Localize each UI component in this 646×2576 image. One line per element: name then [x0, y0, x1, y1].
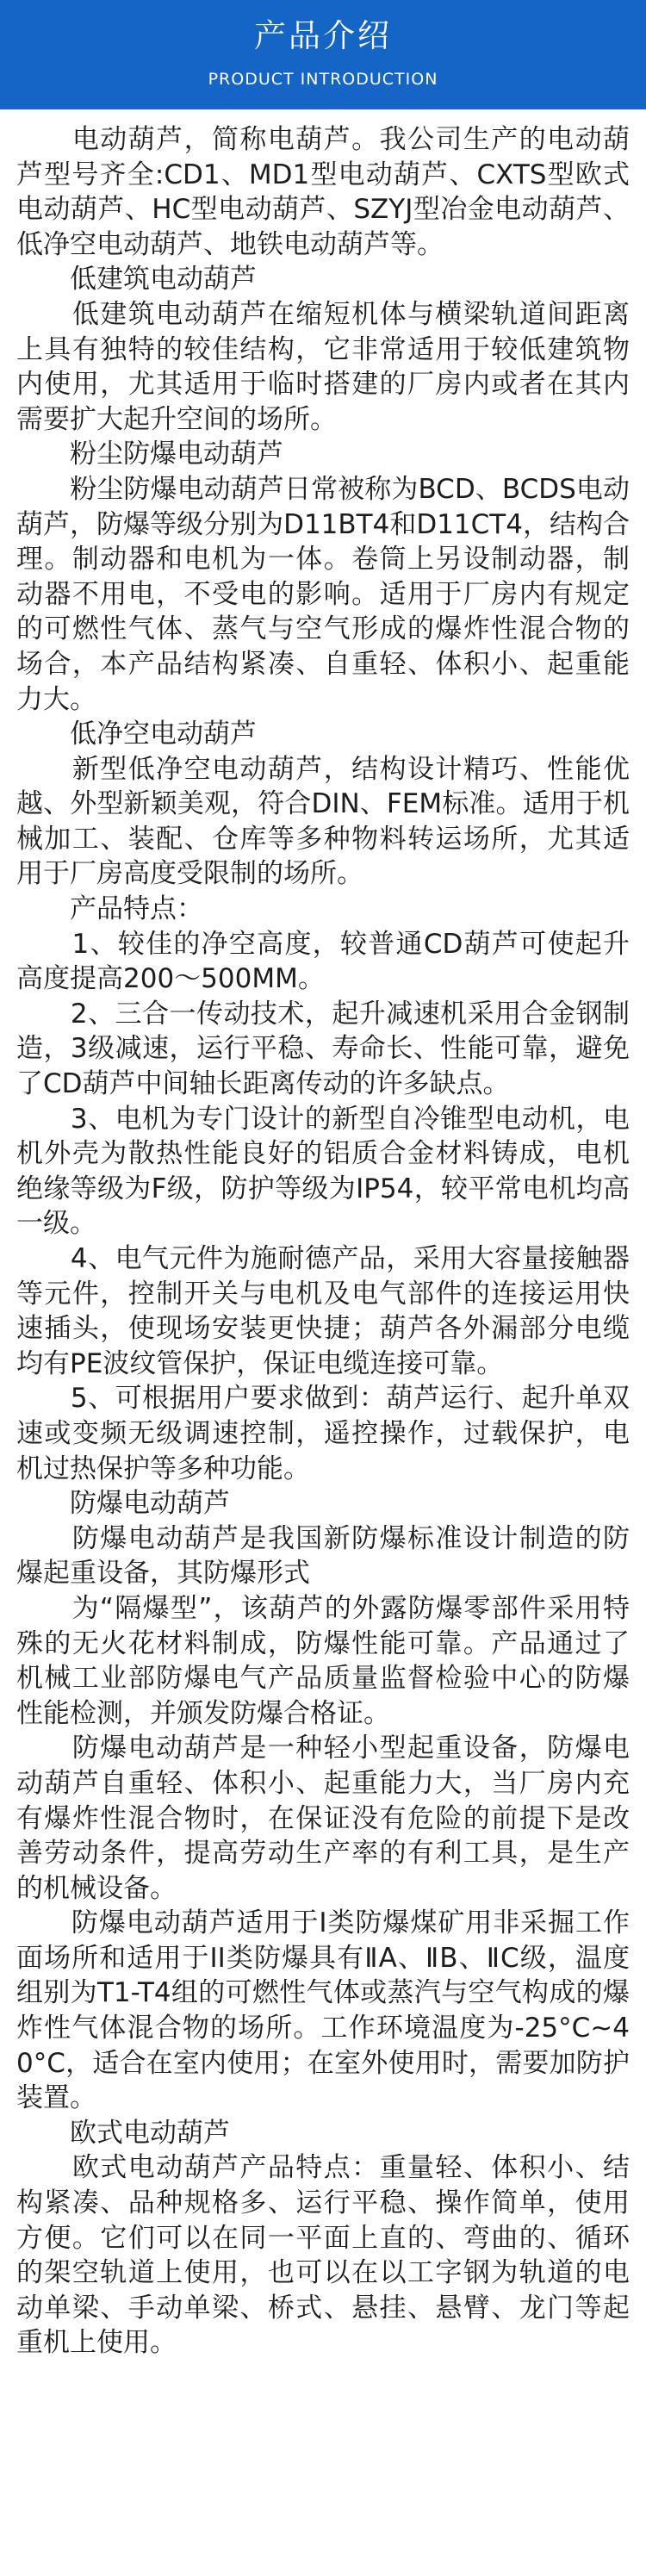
- section-heading-dust-explosion: 粉尘防爆电动葫芦: [16, 439, 283, 470]
- section-heading-low-headroom: 低净空电动葫芦: [16, 719, 257, 750]
- feature-item-1: 1、较佳的净空高度，较普通CD葫芦可使起升高度提高200～500MM。: [16, 928, 630, 995]
- feature-item-2: 2、三合一传动技术，起升减速机采用合金钢制造，3级减速，运行平稳、寿命长、性能可靠，避免了CD葫芦中间轴长距离传动的许多缺点。: [16, 998, 630, 1100]
- low-building-paragraph: 低建筑电动葫芦在缩短机体与横梁轨道间距离上具有独特的较佳结构，它非常适用于较低建筑物内使用，尤其适用于临时搭建的厂房内或者在其内需要扩大起升空间的场所。: [16, 298, 630, 435]
- section-heading-european: 欧式电动葫芦: [16, 2117, 230, 2149]
- feature-item-4: 4、电气元件为施耐德产品，采用大容量接触器等元件，控制开关与电机及电气部件的连接运用快速插头，使现场安装更快捷；葫芦各外漏部分电缆均有PE波纹管保护，保证电缆连接可靠。: [16, 1243, 630, 1379]
- explosion-proof-paragraph-1: 防爆电动葫芦是我国新防爆标准设计制造的防爆起重设备，其防爆形式: [16, 1522, 630, 1590]
- european-paragraph: 欧式电动葫芦产品特点：重量轻、体积小、结构紧凑、品种规格多、运行平稳、操作简单，使用方便。它们可以在同一平面上直的、弯曲的、循环的架空轨道上使用，也可以在以工字钢为轨道的电动单梁、手动单梁、桥式、悬挂、悬臂、龙门等起重机上使用。: [16, 2152, 630, 2359]
- explosion-proof-paragraph-4: 防爆电动葫芦适用于I类防爆煤矿用非采掘工作面场所和适用于II类防爆具有ⅡA、ⅡB、ⅡC级，温度组别为T1-T4组的可燃性气体或蒸汽与空气构成的爆炸性气体混合物的场所。工作环境温度为-25°C~40°C，适合在室内使用；在室外使用时，需要加防护装置。: [16, 1907, 630, 2114]
- dust-explosion-paragraph: 粉尘防爆电动葫芦日常被称为BCD、BCDS电动葫芦，防爆等级分别为D11BT4和D11CT4，结构合理。制动器和电机为一体。卷筒上另设制动器，制动器不用电，不受电的影响。适用于厂房内有规定的可燃性气体、蒸气与空气形成的爆炸性混合物的场合，本产品结构紧凑、自重轻、体积小、起重能力大。: [16, 473, 630, 715]
- intro-paragraph: 电动葫芦，简称电葫芦。我公司生产的电动葫芦型号齐全:CD1、MD1型电动葫芦、CXTS型欧式电动葫芦、HC型电动葫芦、SZYJ型冶金电动葫芦、低净空电动葫芦、地铁电动葫芦等。: [16, 124, 630, 260]
- feature-item-3: 3、电机为专门设计的新型自冷锥型电动机，电机外壳为散热性能良好的铝质合金材料铸成，电机绝缘等级为F级，防护等级为IP54，较平常电机均高一级。: [16, 1103, 630, 1240]
- section-heading-low-building: 低建筑电动葫芦: [16, 264, 257, 296]
- low-headroom-paragraph: 新型低净空电动葫芦，结构设计精巧、性能优越、外型新颖美观，符合DIN、FEM标准。适用于机械加工、装配、仓库等多种物料转运场所，尤其适用于厂房高度受限制的场所。: [16, 753, 630, 890]
- feature-item-5: 5、可根据用户要求做到：葫芦运行、起升单双速或变频无级调速控制，遥控操作，过载保护，电机过热保护等多种功能。: [16, 1383, 630, 1484]
- section-heading-explosion-proof: 防爆电动葫芦: [16, 1488, 230, 1520]
- header-title: 产品介绍: [254, 17, 392, 54]
- page-header: [0, 0, 646, 109]
- explosion-proof-paragraph-3: 防爆电动葫芦是一种轻小型起重设备，防爆电动葫芦自重轻、体积小、起重能力大，当厂房内充有爆炸性混合物时，在保证没有危险的前提下是改善劳动条件，提高劳动生产率的有利工具，是生产的机械设备。: [16, 1733, 630, 1904]
- header-subtitle: PRODUCT INTRODUCTION: [208, 70, 438, 89]
- explosion-proof-paragraph-2: 为“隔爆型”，该葫芦的外露防爆零部件采用特殊的无火花材料制成，防爆性能可靠。产品通过了机械工业部防爆电气产品质量监督检验中心的防爆性能检测，并颁发防爆合格证。: [16, 1592, 630, 1729]
- article-body: [0, 109, 646, 2361]
- features-heading: 产品特点：: [16, 893, 203, 925]
